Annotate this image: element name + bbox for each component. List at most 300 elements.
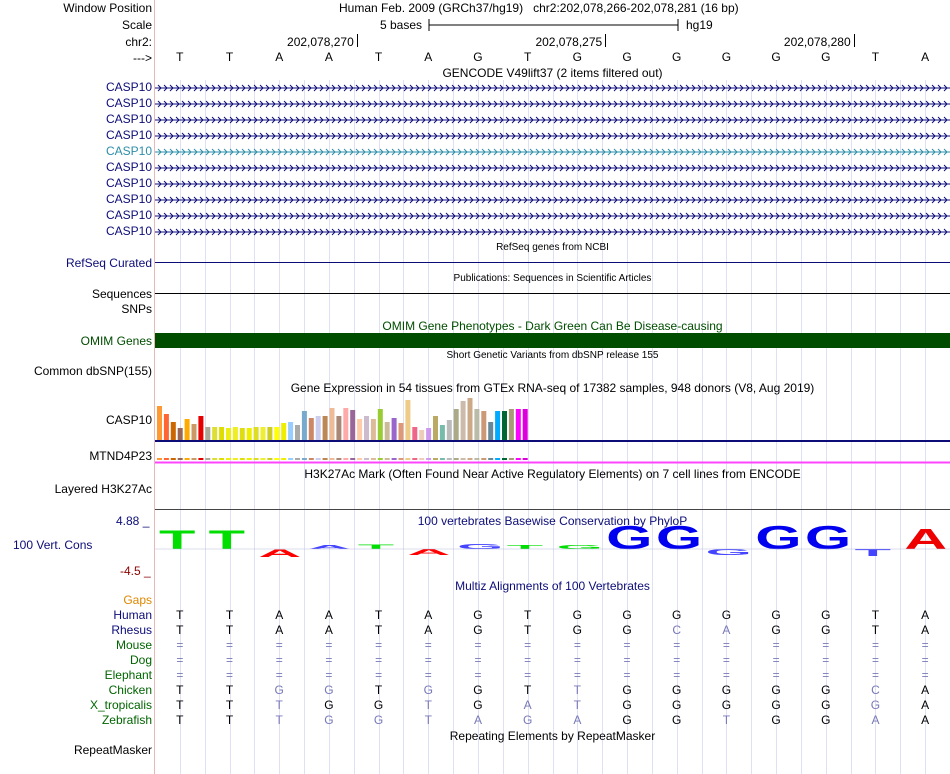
h3k27ac-label[interactable]: Layered H3K27Ac — [54, 482, 152, 496]
base-letter: G — [473, 50, 483, 64]
gencode-transcript-label[interactable]: CASP10 — [105, 96, 152, 110]
aligned-base: = — [772, 638, 780, 652]
gtex-tissue-bar-small[interactable] — [288, 458, 293, 460]
gtex-tissue-bar-small[interactable] — [371, 458, 376, 460]
gtex-tissue-bar-small[interactable] — [247, 458, 252, 460]
gtex-tissue-bar-small[interactable] — [192, 458, 197, 460]
gtex-tissue-bar-small[interactable] — [495, 458, 500, 460]
aligned-base: = — [722, 653, 730, 667]
gtex-tissue-bar[interactable] — [164, 414, 169, 440]
gtex-tissue-bar-small[interactable] — [274, 458, 279, 460]
species-label[interactable]: Dog — [129, 653, 152, 667]
gtex-tissue-bar[interactable] — [302, 411, 307, 440]
coordinate-label: 202,078,270 — [287, 35, 354, 49]
conservation-base[interactable]: G — [655, 522, 703, 557]
gtex-tissue-bar[interactable] — [385, 422, 390, 440]
gtex-tissue-bar-small[interactable] — [405, 458, 410, 460]
gtex-tissue-bar[interactable] — [495, 411, 500, 440]
aligned-base: = — [573, 653, 581, 667]
gtex-tissue-bar-small[interactable] — [309, 458, 314, 460]
aligned-base: G — [572, 608, 583, 622]
gtex-tissue-bar[interactable] — [157, 406, 162, 440]
snps-label[interactable]: SNPs — [121, 302, 152, 316]
aligned-base: = — [524, 653, 532, 667]
gtex-tissue-bar[interactable] — [523, 409, 528, 440]
gtex-tissue-bar-small[interactable] — [364, 458, 369, 460]
gtex-tissue-bar-small[interactable] — [219, 458, 224, 460]
gtex-tissue-bar-small[interactable] — [454, 458, 459, 460]
aligned-base: A — [921, 683, 930, 697]
aligned-base: = — [573, 668, 581, 682]
conservation-label[interactable]: 100 Vert. Cons — [13, 538, 93, 552]
gtex-tissue-bar-small[interactable] — [426, 458, 431, 460]
base-letter: T — [374, 50, 383, 64]
conservation-base[interactable]: T — [208, 524, 246, 555]
base-letter: G — [721, 50, 732, 64]
aligned-base: A — [722, 623, 731, 637]
gtex-tissue-bar-small[interactable] — [516, 458, 521, 460]
gtex-tissue-bar[interactable] — [502, 411, 507, 440]
aligned-base: T — [573, 698, 582, 712]
gtex-gene2-label[interactable]: MTND4P23 — [89, 449, 152, 463]
aligned-base: A — [871, 713, 880, 727]
window-position-label: Window Position — [63, 1, 152, 15]
gtex-tissue-bar-small[interactable] — [357, 458, 362, 460]
aligned-base: = — [474, 653, 482, 667]
gtex-tissue-bar[interactable] — [350, 410, 355, 440]
refseq-track-title[interactable]: RefSeq genes from NCBI — [496, 242, 609, 253]
gtex-tissue-bar[interactable] — [281, 423, 286, 440]
gtex-tissue-bar[interactable] — [516, 409, 521, 440]
aligned-base: G — [373, 713, 384, 727]
gtex-gene1-label[interactable]: CASP10 — [105, 413, 152, 427]
chrom-label: chr2: — [125, 35, 152, 49]
gtex-tissue-bar[interactable] — [488, 422, 493, 440]
coordinate-tick — [357, 34, 358, 47]
aligned-base: G — [324, 698, 334, 712]
gtex-tissue-bar[interactable] — [405, 400, 410, 440]
conservation-base[interactable]: G — [457, 542, 504, 551]
aligned-base: = — [722, 668, 730, 682]
gaps-label[interactable]: Gaps — [123, 593, 152, 607]
gtex-tissue-bar-small[interactable] — [336, 458, 341, 460]
species-label[interactable]: Rhesus — [111, 623, 152, 637]
gtex-tissue-bar-small[interactable] — [254, 458, 259, 460]
aligned-base: = — [176, 638, 184, 652]
scale-text: 5 bases — [380, 18, 423, 32]
gtex-tissue-bar[interactable] — [261, 427, 266, 440]
conservation-base[interactable]: G — [705, 547, 752, 557]
aligned-base: T — [523, 608, 532, 622]
gtex-tissue-bar[interactable] — [233, 427, 238, 440]
aligned-base: = — [772, 653, 780, 667]
aligned-base: A — [921, 608, 930, 622]
gtex-tissue-bar[interactable] — [447, 420, 452, 440]
gtex-expression-bars[interactable] — [155, 395, 950, 465]
conservation-base[interactable]: T — [854, 547, 892, 559]
aligned-base: = — [226, 638, 234, 652]
gtex-tissue-bar[interactable] — [461, 401, 466, 440]
aligned-base: T — [523, 683, 532, 697]
aligned-base: = — [176, 668, 184, 682]
gtex-tissue-bar[interactable] — [316, 416, 321, 440]
aligned-base: G — [771, 608, 781, 622]
gtex-tissue-bar[interactable] — [468, 398, 473, 440]
omim-phenotype-bar[interactable] — [155, 333, 950, 348]
aligned-base: = — [822, 668, 830, 682]
gtex-tissue-bar-small[interactable] — [468, 458, 473, 460]
aligned-base: G — [423, 683, 433, 697]
aligned-base: T — [225, 683, 234, 697]
aligned-base: C — [871, 683, 880, 697]
gtex-tissue-bar[interactable] — [392, 418, 397, 440]
gtex-tissue-bar[interactable] — [474, 409, 479, 440]
aligned-base: T — [871, 623, 880, 637]
aligned-base: = — [921, 638, 929, 652]
gtex-tissue-bar[interactable] — [288, 422, 293, 440]
gtex-tissue-bar-small[interactable] — [171, 458, 176, 460]
gtex-tissue-bar-small[interactable] — [392, 458, 397, 460]
conservation-base[interactable]: G — [804, 522, 852, 557]
gtex-tissue-bar[interactable] — [219, 427, 224, 440]
gencode-transcript-label[interactable]: CASP10 — [105, 112, 152, 126]
base-letter: A — [275, 50, 284, 64]
gtex-tissue-bar-small[interactable] — [185, 458, 190, 460]
aligned-base: = — [573, 638, 581, 652]
gtex-tissue-bar[interactable] — [481, 411, 486, 440]
conservation-base[interactable]: G — [606, 522, 653, 557]
aligned-base: = — [822, 653, 830, 667]
aligned-base: A — [275, 623, 284, 637]
base-letter: G — [771, 50, 781, 64]
coordinate-label: 202,078,275 — [535, 35, 603, 49]
aligned-base: A — [424, 623, 433, 637]
sequences-line[interactable] — [155, 293, 950, 294]
coordinate-label: 202,078,280 — [783, 35, 851, 49]
multiz-track-title[interactable]: Multiz Alignments of 100 Vertebrates — [455, 579, 650, 593]
aligned-base: G — [373, 698, 384, 712]
aligned-base: = — [375, 653, 383, 667]
refseq-label[interactable]: RefSeq Curated — [65, 256, 152, 270]
gtex-tissue-bar[interactable] — [336, 416, 341, 440]
gtex-tissue-bar-small[interactable] — [316, 458, 321, 460]
gencode-transcript-label[interactable]: CASP10 — [105, 144, 152, 158]
omim-label[interactable]: OMIM Genes — [80, 334, 152, 348]
gtex-tissue-bar[interactable] — [198, 416, 203, 440]
aligned-base: T — [722, 713, 731, 727]
aligned-base: G — [622, 698, 632, 712]
gencode-transcript-label[interactable]: CASP10 — [105, 208, 152, 222]
gencode-track-title[interactable]: GENCODE V49lift37 (2 items filtered out) — [442, 66, 663, 80]
gtex-tissue-bar[interactable] — [205, 427, 210, 440]
gtex-tissue-bar[interactable] — [309, 418, 314, 440]
conservation-base[interactable]: A — [308, 544, 352, 551]
gencode-transcript-label[interactable]: CASP10 — [105, 160, 152, 174]
gtex-tissue-bar-small[interactable] — [164, 458, 169, 460]
gtex-tissue-bar-small[interactable] — [399, 458, 404, 460]
gtex-tissue-bar-small[interactable] — [523, 458, 528, 460]
dbsnp-label[interactable]: Common dbSNP(155) — [33, 364, 152, 378]
aligned-base: G — [821, 698, 831, 712]
gtex-tissue-bar[interactable] — [226, 428, 231, 440]
gtex-tissue-bar[interactable] — [433, 416, 438, 440]
conservation-ymax: 4.88 _ — [116, 514, 150, 528]
aligned-base: T — [176, 608, 184, 622]
gtex-tissue-bar-small[interactable] — [295, 458, 300, 460]
aligned-base: = — [524, 668, 532, 682]
gtex-tissue-bar-small[interactable] — [240, 458, 245, 460]
gtex-tissue-bar[interactable] — [399, 423, 404, 440]
aligned-base: = — [375, 638, 383, 652]
conservation-base[interactable]: G — [755, 522, 802, 557]
gtex-tissue-bar-small[interactable] — [502, 458, 507, 460]
gtex-tissue-bar-small[interactable] — [461, 458, 466, 460]
aligned-base: T — [573, 683, 582, 697]
aligned-base: A — [921, 623, 930, 637]
gtex-tissue-bar[interactable] — [454, 409, 459, 440]
h3k27ac-track-title[interactable]: H3K27Ac Mark (Often Found Near Active Regulatory Elements) on 7 cell lines from ENCODE — [304, 467, 801, 481]
gtex-tissue-bar-small[interactable] — [157, 458, 162, 460]
aligned-base: T — [176, 698, 184, 712]
base-letter: G — [672, 50, 682, 64]
gtex-tissue-bar[interactable] — [178, 428, 183, 440]
conservation-logo[interactable] — [155, 522, 950, 580]
aligned-base: G — [721, 608, 732, 622]
gtex-tissue-bar[interactable] — [419, 430, 424, 440]
aligned-base: T — [176, 713, 184, 727]
aligned-base: T — [374, 608, 383, 622]
gtex-tissue-bar[interactable] — [357, 419, 362, 440]
conservation-base[interactable]: A — [258, 547, 302, 560]
gtex-tissue-bar-small[interactable] — [330, 458, 335, 460]
aligned-base: G — [771, 698, 781, 712]
gtex-tissue-bar[interactable] — [254, 427, 259, 440]
gtex-tissue-bar-small[interactable] — [281, 458, 286, 460]
aligned-base: G — [473, 623, 483, 637]
gtex-track-title[interactable]: Gene Expression in 54 tissues from GTEx RNA-seq of 17382 samples, 948 donors (V8, Aug 2019) — [290, 381, 815, 395]
base-letter: A — [324, 50, 333, 64]
aligned-base: = — [673, 653, 681, 667]
sequences-label[interactable]: Sequences — [91, 287, 152, 301]
gtex-tissue-bar[interactable] — [192, 424, 197, 440]
conservation-base[interactable]: G — [556, 544, 603, 551]
aligned-base: G — [821, 623, 831, 637]
gencode-transcript-label[interactable]: CASP10 — [105, 128, 152, 142]
base-letter: T — [176, 50, 184, 64]
aligned-base: G — [821, 608, 831, 622]
aligned-base: = — [226, 668, 234, 682]
aligned-base: = — [176, 653, 184, 667]
aligned-base: T — [424, 713, 432, 727]
base-letter: G — [572, 50, 583, 64]
aligned-base: G — [721, 683, 732, 697]
aligned-base: = — [474, 638, 482, 652]
repeatmasker-track-title[interactable]: Repeating Elements by RepeatMasker — [449, 729, 656, 743]
aligned-base: G — [622, 713, 632, 727]
conservation-base[interactable]: T — [357, 543, 395, 551]
aligned-base: G — [771, 713, 781, 727]
gtex-tissue-bar-small[interactable] — [226, 458, 231, 460]
gtex-tissue-bar[interactable] — [171, 422, 176, 440]
gtex-tissue-bar-small[interactable] — [440, 458, 445, 460]
gtex-tissue-bar-small[interactable] — [323, 458, 328, 460]
aligned-base: G — [672, 683, 682, 697]
aligned-base: A — [324, 623, 333, 637]
gtex-tissue-bar[interactable] — [212, 427, 217, 440]
gtex-tissue-bar[interactable] — [364, 416, 369, 440]
base-letter: T — [871, 50, 880, 64]
aligned-base: = — [275, 668, 283, 682]
gtex-tissue-bar[interactable] — [440, 425, 445, 440]
gtex-tissue-bar-small[interactable] — [509, 458, 514, 460]
aligned-base: G — [324, 713, 334, 727]
gtex-tissue-bar-small[interactable] — [412, 458, 417, 460]
gtex-tissue-bar-small[interactable] — [378, 458, 383, 460]
aligned-base: G — [672, 698, 682, 712]
base-letter: A — [921, 50, 930, 64]
species-label[interactable]: Mouse — [115, 638, 152, 652]
gtex-tissue-bar-small[interactable] — [474, 458, 479, 460]
aligned-base: = — [673, 638, 681, 652]
base-letter: T — [225, 50, 234, 64]
species-label[interactable]: Elephant — [104, 668, 152, 682]
aligned-base: T — [225, 713, 234, 727]
gtex-tissue-bar-small[interactable] — [198, 458, 203, 460]
aligned-base: A — [523, 698, 532, 712]
aligned-base: = — [424, 653, 432, 667]
aligned-base: G — [473, 683, 483, 697]
conservation-base[interactable]: A — [407, 547, 451, 557]
aligned-base: C — [672, 623, 682, 637]
gencode-transcript-label[interactable]: CASP10 — [105, 80, 152, 94]
conservation-base[interactable]: T — [506, 544, 544, 551]
gtex-tissue-bar-small[interactable] — [447, 458, 452, 460]
omim-track-title[interactable]: OMIM Gene Phenotypes - Dark Green Can Be Disease-causing — [382, 319, 723, 333]
gtex-tissue-bar-small[interactable] — [343, 458, 348, 460]
aligned-base: T — [871, 608, 880, 622]
aligned-base: = — [325, 668, 333, 682]
aligned-base: T — [176, 683, 184, 697]
coordinate-tick — [854, 34, 855, 47]
gtex-tissue-bar-small[interactable] — [267, 458, 272, 460]
gtex-tissue-bar-small[interactable] — [385, 458, 390, 460]
gtex-tissue-bar[interactable] — [323, 416, 328, 440]
refseq-gene-line[interactable] — [155, 262, 950, 263]
aligned-base: G — [473, 608, 483, 622]
gtex-tissue-bar[interactable] — [412, 427, 417, 440]
species-label[interactable]: Chicken — [108, 683, 152, 697]
aligned-base: G — [572, 623, 583, 637]
publications-track-title[interactable]: Publications: Sequences in Scientific Articles — [453, 273, 652, 284]
conservation-base[interactable]: T — [159, 524, 196, 555]
gtex-tissue-bar[interactable] — [185, 419, 190, 440]
aligned-base: T — [523, 623, 532, 637]
aligned-base: = — [722, 638, 730, 652]
gencode-transcript-label[interactable]: CASP10 — [105, 192, 152, 206]
aligned-base: G — [721, 698, 732, 712]
aligned-base: T — [176, 623, 184, 637]
gtex-tissue-bar-small[interactable] — [488, 458, 493, 460]
gtex-tissue-bar[interactable] — [371, 419, 376, 440]
aligned-base: A — [921, 713, 930, 727]
gtex-tissue-bar[interactable] — [330, 408, 335, 440]
species-label[interactable]: Zebrafish — [101, 713, 152, 727]
gtex-tissue-bar[interactable] — [343, 408, 348, 440]
aligned-base: G — [771, 683, 781, 697]
gtex-tissue-bar[interactable] — [240, 428, 245, 440]
gtex-tissue-bar[interactable] — [378, 409, 383, 440]
gencode-transcript-label[interactable]: CASP10 — [105, 176, 152, 190]
gtex-tissue-bar[interactable] — [274, 427, 279, 440]
gtex-tissue-bar-small[interactable] — [433, 458, 438, 460]
gtex-tissue-bar[interactable] — [295, 425, 300, 440]
aligned-base: = — [921, 668, 929, 682]
aligned-base: G — [870, 698, 881, 712]
gtex-tissue-bar-small[interactable] — [419, 458, 424, 460]
aligned-base: T — [225, 608, 234, 622]
aligned-base: T — [374, 623, 383, 637]
gtex-tissue-bar[interactable] — [509, 409, 514, 440]
aligned-base: = — [921, 653, 929, 667]
assembly-name: Human Feb. 2009 (GRCh37/hg19) — [339, 1, 524, 15]
position-text[interactable]: chr2:202,078,266-202,078,281 (16 bp) — [533, 1, 739, 15]
conservation-ymin: -4.5 _ — [120, 564, 151, 578]
gtex-tissue-bar-small[interactable] — [205, 458, 210, 460]
gtex-tissue-bar-small[interactable] — [178, 458, 183, 460]
coordinate-tick — [605, 34, 606, 47]
dbsnp-track-title[interactable]: Short Genetic Variants from dbSNP release 155 — [446, 350, 659, 361]
gtex-tissue-bar-small[interactable] — [350, 458, 355, 460]
aligned-base: T — [225, 698, 234, 712]
aligned-base: T — [275, 698, 283, 712]
strand-label: ---> — [133, 51, 152, 65]
gtex-tissue-bar-small[interactable] — [261, 458, 266, 460]
gtex-tissue-bar-small[interactable] — [481, 458, 486, 460]
assembly-title — [339, 1, 739, 15]
aligned-base: G — [274, 683, 284, 697]
aligned-base: T — [424, 698, 432, 712]
aligned-base: G — [821, 713, 831, 727]
gtex-tissue-bar-small[interactable] — [302, 458, 307, 460]
aligned-base: = — [871, 653, 879, 667]
aligned-base: = — [871, 638, 879, 652]
gtex-tissue-bar-small[interactable] — [212, 458, 217, 460]
aligned-base: G — [622, 608, 632, 622]
species-label[interactable]: Human — [113, 608, 152, 622]
gtex-tissue-bar-small[interactable] — [233, 458, 238, 460]
aligned-base: G — [672, 713, 682, 727]
h3k27ac-baseline — [155, 509, 950, 510]
aligned-base: G — [473, 698, 483, 712]
aligned-base: A — [573, 713, 582, 727]
aligned-base: G — [522, 713, 533, 727]
gtex-tissue-bar[interactable] — [247, 428, 252, 440]
aligned-base: = — [375, 668, 383, 682]
gencode-transcript-label[interactable]: CASP10 — [105, 224, 152, 238]
conservation-base[interactable]: A — [904, 523, 948, 556]
base-letter: T — [523, 50, 532, 64]
species-label[interactable]: X_tropicalis — [89, 698, 152, 712]
gtex-tissue-bar[interactable] — [267, 427, 272, 440]
conservation-track-title[interactable]: 100 vertebrates Basewise Conservation by PhyloP — [417, 514, 688, 528]
aligned-base: = — [424, 638, 432, 652]
aligned-base: = — [623, 668, 631, 682]
gencode-transcripts[interactable] — [155, 80, 950, 240]
repeatmasker-label[interactable]: RepeatMasker — [73, 743, 152, 757]
aligned-base: = — [822, 638, 830, 652]
aligned-base: A — [324, 608, 333, 622]
gtex-tissue-bar[interactable] — [426, 428, 431, 440]
